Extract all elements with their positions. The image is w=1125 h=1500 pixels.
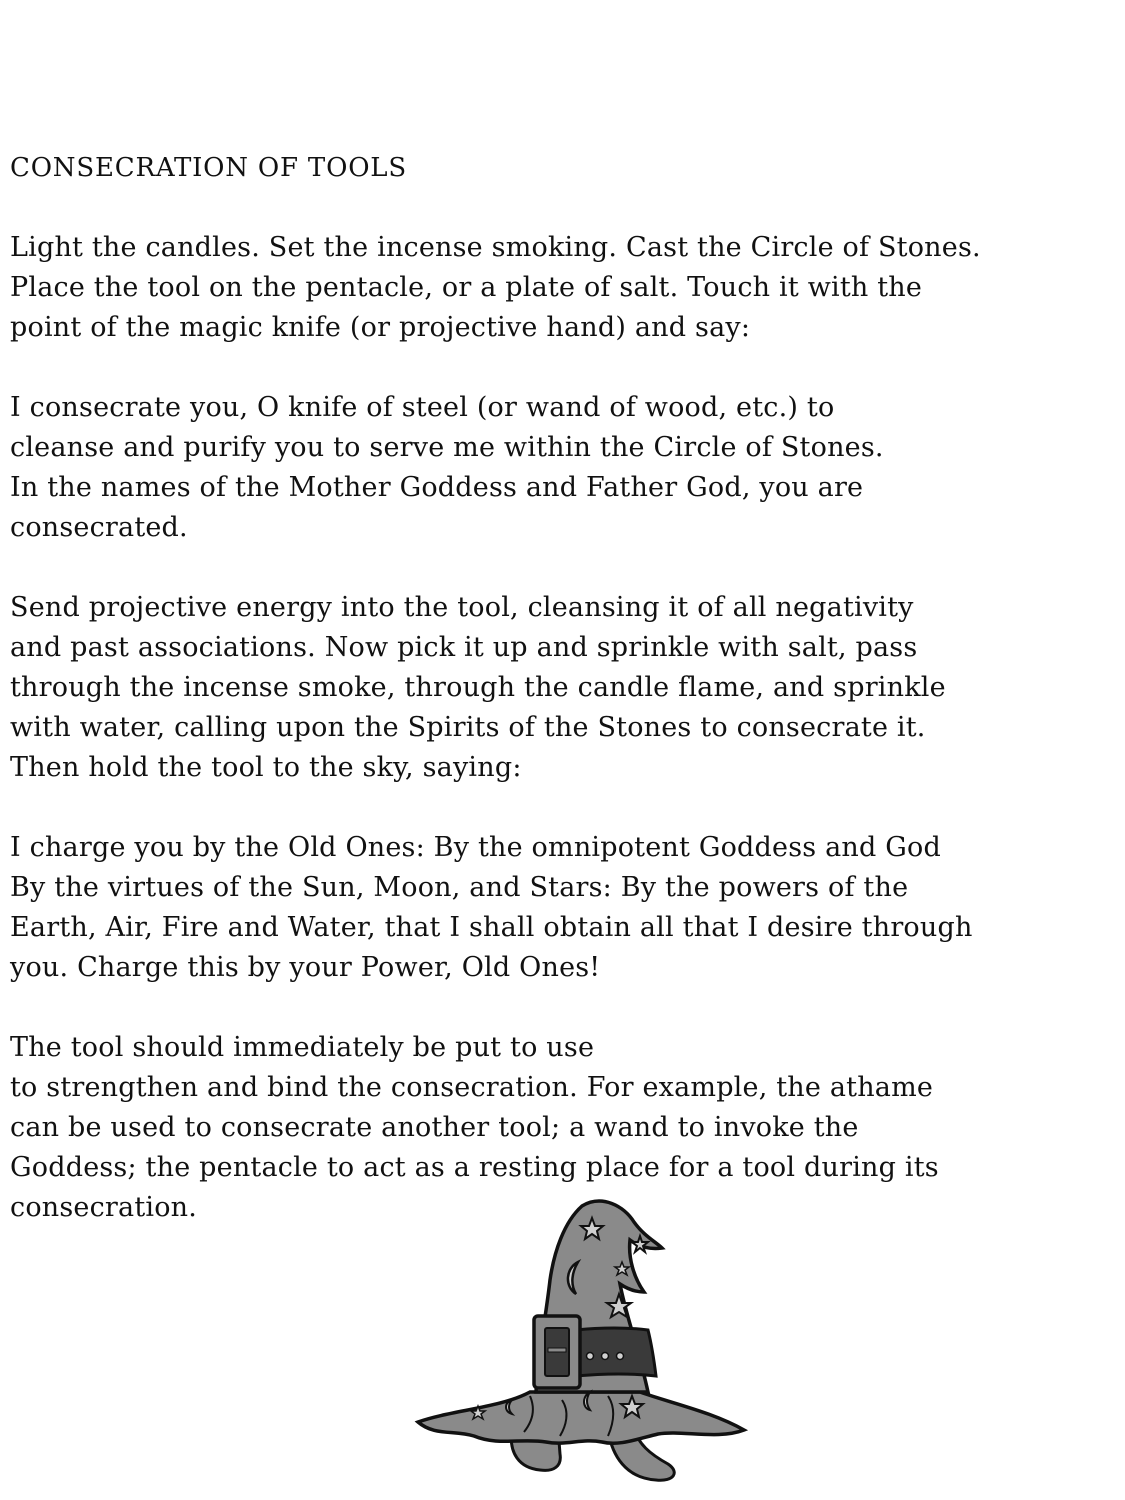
text-line: I consecrate you, O knife of steel (or wand of wood, etc.) to: [10, 392, 835, 423]
wizard-hat-icon: [412, 1196, 752, 1492]
text-line: you. Charge this by your Power, Old Ones!: [10, 952, 601, 983]
text-line: and past associations. Now pick it up and sprinkle with salt, pass: [10, 632, 918, 663]
paragraph-3: [10, 588, 1115, 788]
spacer: [10, 548, 1115, 588]
text-line: consecrated.: [10, 512, 188, 543]
page-title: CONSECRATION OF TOOLS: [10, 153, 407, 183]
text-line: Send projective energy into the tool, cleansing it of all negativity: [10, 592, 914, 623]
paragraph-1: [10, 228, 1115, 348]
spacer: [10, 788, 1115, 828]
band-hole: [617, 1353, 624, 1360]
buckle-prong: [548, 1348, 566, 1352]
paragraph-2: [10, 388, 1115, 548]
text-line: I charge you by the Old Ones: By the omnipotent Goddess and God: [10, 832, 941, 863]
text-line: consecration.: [10, 1192, 198, 1223]
spacer: [10, 988, 1115, 1028]
paragraph-4: [10, 828, 1115, 988]
wizard-hat-illustration: [412, 1196, 752, 1492]
band-hole: [602, 1353, 609, 1360]
text-line: through the incense smoke, through the candle flame, and sprinkle: [10, 672, 946, 703]
text-line: Goddess; the pentacle to act as a resting place for a tool during its: [10, 1152, 939, 1183]
band-hole: [587, 1353, 594, 1360]
spacer: [10, 348, 1115, 388]
text-line: The tool should immediately be put to use: [10, 1032, 595, 1063]
document-page: [10, 148, 1115, 1228]
text-line: to strengthen and bind the consecration. For example, the athame: [10, 1072, 934, 1103]
text-line: with water, calling upon the Spirits of the Stones to consecrate it.: [10, 712, 926, 743]
text-line: By the virtues of the Sun, Moon, and Stars: By the powers of the: [10, 872, 909, 903]
spacer: [10, 188, 1115, 228]
text-line: Light the candles. Set the incense smoking. Cast the Circle of Stones.: [10, 232, 981, 263]
text-line: point of the magic knife (or projective hand) and say:: [10, 312, 751, 343]
text-line: Earth, Air, Fire and Water, that I shall obtain all that I desire through: [10, 912, 973, 943]
text-line: Place the tool on the pentacle, or a plate of salt. Touch it with the: [10, 272, 923, 303]
text-line: cleanse and purify you to serve me within the Circle of Stones.: [10, 432, 884, 463]
text-line: Then hold the tool to the sky, saying:: [10, 752, 522, 783]
text-line: can be used to consecrate another tool; a wand to invoke the: [10, 1112, 859, 1143]
hat-brim: [418, 1392, 744, 1443]
text-line: In the names of the Mother Goddess and Father God, you are: [10, 472, 864, 503]
